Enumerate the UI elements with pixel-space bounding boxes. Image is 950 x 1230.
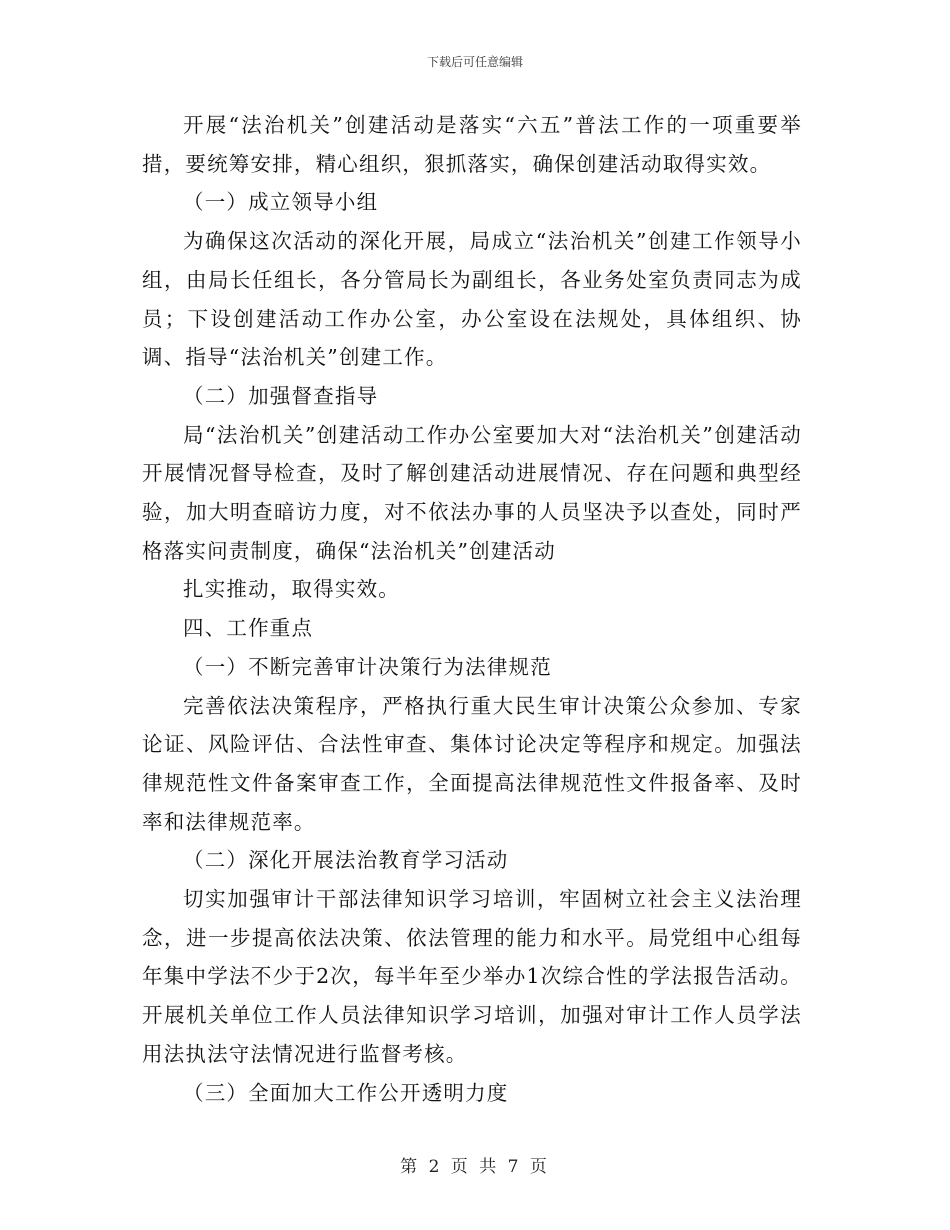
paragraph: 完善依法决策程序，严格执行重大民生审计决策公众参加、专家论证、风险评估、合法性审查、集体讨论决定等程序和规定。加强法律规范性文件备案审查工作，全面提高法律规范性文件报备率、及时率和法律规范率。 [142, 693, 802, 834]
page-header-note: 下载后可任意编辑 [426, 55, 523, 69]
section-heading: （一）成立领导小组 [183, 190, 379, 215]
paragraph: 为确保这次活动的深化开展，局成立“法治机关”创建工作领导小组，由局长任组长，各分管局长为副组长，各业务处室负责同志为成员；下设创建活动工作办公室，办公室设在法规处，具体组织、协调、指导“法治机关”创建工作。 [142, 229, 802, 370]
paragraph: 开展“法治机关”创建活动是落实“六五”普法工作的一项重要举措，要统筹安排，精心组织，狠抓落实，确保创建活动取得实效。 [142, 113, 802, 176]
section-heading: （三）全面加大工作公开透明力度 [183, 1080, 509, 1105]
document-body [142, 106, 802, 1112]
section-heading: （二）深化开展法治教育学习活动 [183, 848, 509, 873]
paragraph: 局“法治机关”创建活动工作办公室要加大对“法治机关”创建活动开展情况督导检查，及时了解创建活动进展情况、存在问题和典型经验，加大明查暗访力度，对不依法办事的人员坚决予以查处，同时严格落实问责制度，确保“法治机关”创建活动 [142, 422, 802, 563]
section-heading: （一）不断完善审计决策行为法律规范 [183, 654, 552, 679]
section-heading: 四、工作重点 [183, 616, 314, 641]
section-heading: （二）加强督查指导 [183, 383, 379, 408]
paragraph: 切实加强审计干部法律知识学习培训，牢固树立社会主义法治理念，进一步提高依法决策、依法管理的能力和水平。局党组中心组每年集中学法不少于2次，每半年至少举办1次综合性的学法报告活动。开展机关单位工作人员法律知识学习培训，加强对审计工作人员学法用法执法守法情况进行监督考核。 [142, 887, 802, 1066]
paragraph: 扎实推动，取得实效。 [183, 577, 400, 602]
page-number: 第 2 页 共 7 页 [400, 1157, 550, 1177]
